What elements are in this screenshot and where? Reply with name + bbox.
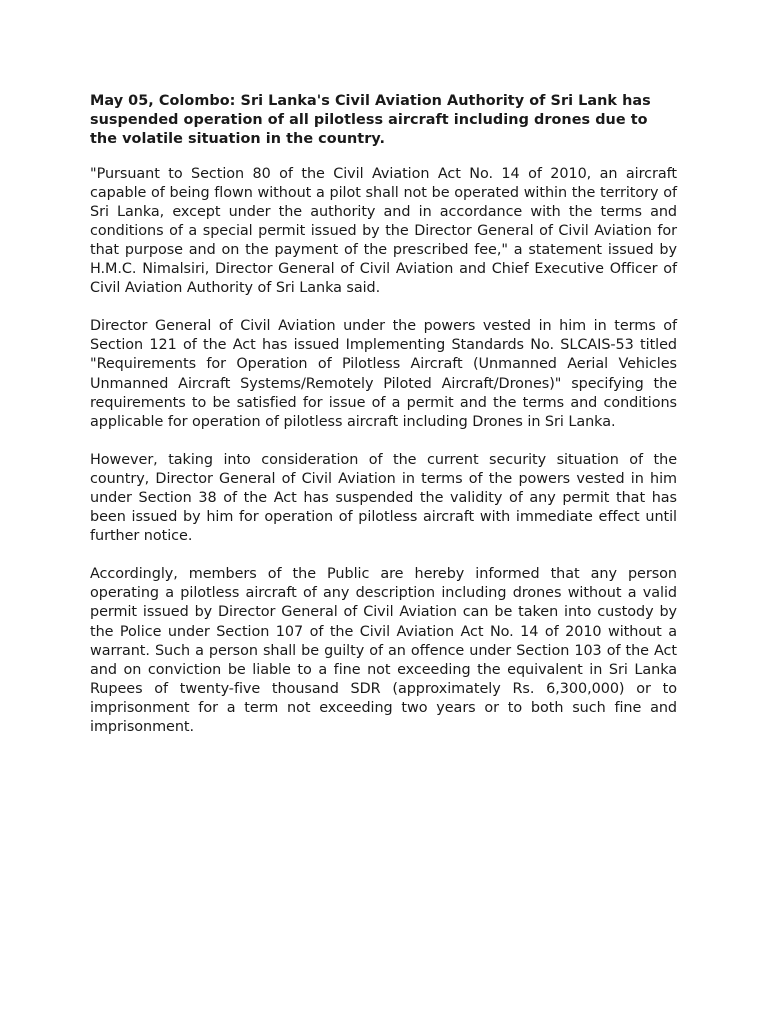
paragraph-penalties: Accordingly, members of the Public are hereby informed that any person operating a pilotless aircraft of any description including drones without a valid permit issued by Director General of Civil Aviation can be taken into custody by the Police under Section 107 of the Civil Aviation Act No. 14 of 2010 without a warrant. Such a person shall be guilty of an offence under Section 103 of the Act and on conviction be liable to a fine not exceeding the equivalent in Sri Lanka Rupees of twenty-five thousand SDR (approximately Rs. 6,300,000) or to imprisonment for a term not exceeding two years or to both such fine and imprisonment. xyxy=(90,566,677,736)
document-page xyxy=(90,92,677,756)
article-headline: May 05, Colombo: Sri Lanka's Civil Aviation Authority of Sri Lank has suspended operation of all pilotless aircraft including drones due to the volatile situation in the country. xyxy=(90,93,651,148)
paragraph-suspension: However, taking into consideration of the current security situation of the country, Director General of Civil Aviation in terms of the powers vested in him under Section 38 of the Act has suspended the validity of any permit that has been issued by him for operation of pilotless aircraft with immediate effect until further notice. xyxy=(90,451,677,545)
paragraph-statement: "Pursuant to Section 80 of the Civil Aviation Act No. 14 of 2010, an aircraft capable of being flown without a pilot shall not be operated within the territory of Sri Lanka, except under the authority and in accordance with the terms and conditions of a special permit issued by the Director General of Civil Aviation for that purpose and on the payment of the prescribed fee," a statement issued by H.M.C. Nimalsiri, Director General of Civil Aviation and Chief Executive Officer of Civil Aviation Authority of Sri Lanka said. xyxy=(90,165,677,297)
paragraph-implementing-standards: Director General of Civil Aviation under the powers vested in him in terms of Section 121 of the Act has issued Implementing Standards No. SLCAIS-53 titled "Requirements for Operation of Pilotless Aircraft (Unmanned Aerial Vehicles Unmanned Aircraft Systems/Remotely Piloted Aircraft/Drones)" specifying the requirements to be satisfied for issue of a permit and the terms and conditions applicable for operation of pilotless aircraft including Drones in Sri Lanka. xyxy=(90,318,677,430)
